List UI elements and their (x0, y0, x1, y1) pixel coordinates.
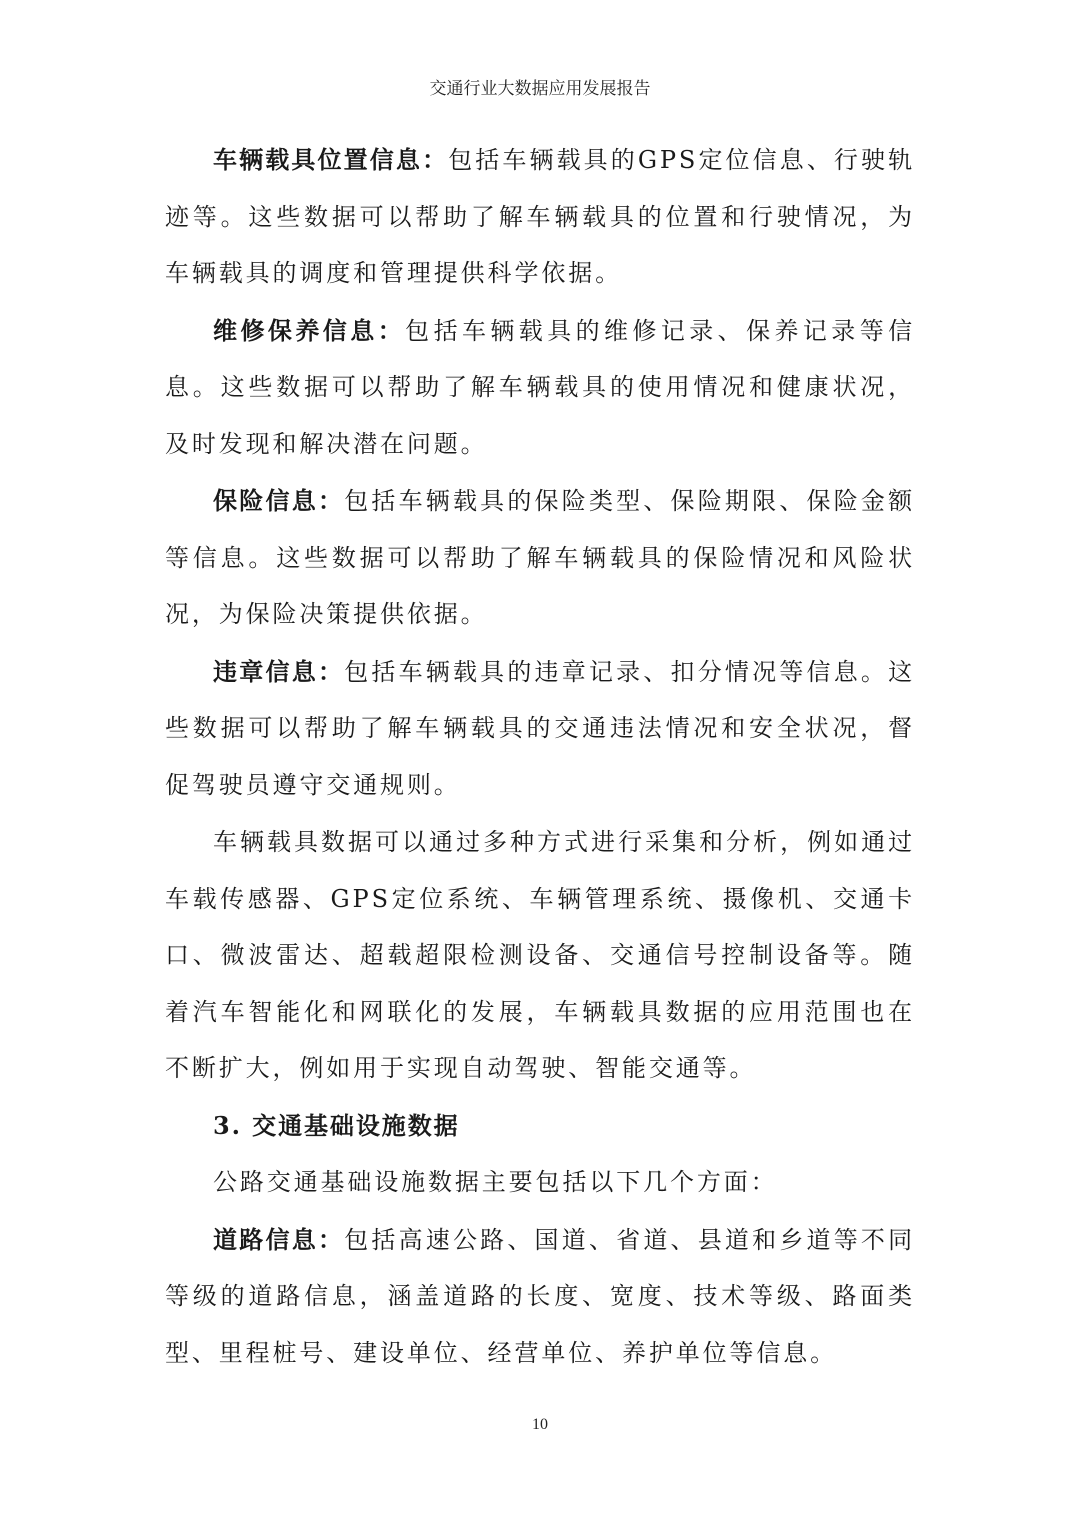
paragraph-collection-methods (165, 814, 915, 1097)
paragraph-label: 道路信息： (213, 1224, 345, 1254)
paragraph-text: 车辆载具数据可以通过多种方式进行采集和分析，例如通过车载传感器、GPS定位系统、车辆管理系统、摄像机、交通卡口、微波雷达、超载超限检测设备、交通信号控制设备等。随着汽车智能化和网联化的发展，车辆载具数据的应用范围也在不断扩大，例如用于实现自动驾驶、智能交通等。 (165, 828, 915, 1082)
running-header: 交通行业大数据应用发展报告 (429, 79, 651, 99)
paragraph-text: 包括车辆载具的维修记录、保养记录等信息。这些数据可以帮助了解车辆载具的使用情况和健康状况，及时发现和解决潜在问题。 (165, 316, 915, 458)
paragraph-insurance (165, 473, 915, 643)
document-body (165, 132, 915, 1382)
paragraph-road-info (165, 1212, 915, 1382)
section-heading: 3. 交通基础设施数据 (213, 1110, 460, 1140)
paragraph-text: 包括车辆载具的保险类型、保险期限、保险金额等信息。这些数据可以帮助了解车辆载具的保险情况和风险状况，为保险决策提供依据。 (165, 487, 915, 628)
paragraph-vehicle-location (165, 132, 915, 302)
page-number: 10 (532, 1416, 548, 1433)
paragraph-text: 包括车辆载具的GPS定位信息、行驶轨迹等。这些数据可以帮助了解车辆载具的位置和行驶情况，为车辆载具的调度和管理提供科学依据。 (165, 146, 915, 287)
paragraph-label: 保险信息： (213, 486, 345, 515)
paragraph-label: 车辆载具位置信息： (213, 145, 449, 174)
paragraph-violation (165, 644, 915, 814)
paragraph-label: 违章信息： (213, 656, 345, 686)
paragraph-text: 公路交通基础设施数据主要包括以下几个方面： (213, 1168, 778, 1196)
paragraph-infrastructure-intro (165, 1154, 915, 1211)
paragraph-maintenance (165, 303, 915, 473)
paragraph-text: 包括高速公路、国道、省道、县道和乡道等不同等级的道路信息，涵盖道路的长度、宽度、技术等级、路面类型、里程桩号、建设单位、经营单位、养护单位等信息。 (165, 1225, 915, 1367)
paragraph-label: 维修保养信息： (213, 315, 406, 345)
paragraph-text: 包括车辆载具的违章记录、扣分情况等信息。这些数据可以帮助了解车辆载具的交通违法情况和安全状况，督促驾驶员遵守交通规则。 (165, 657, 915, 799)
